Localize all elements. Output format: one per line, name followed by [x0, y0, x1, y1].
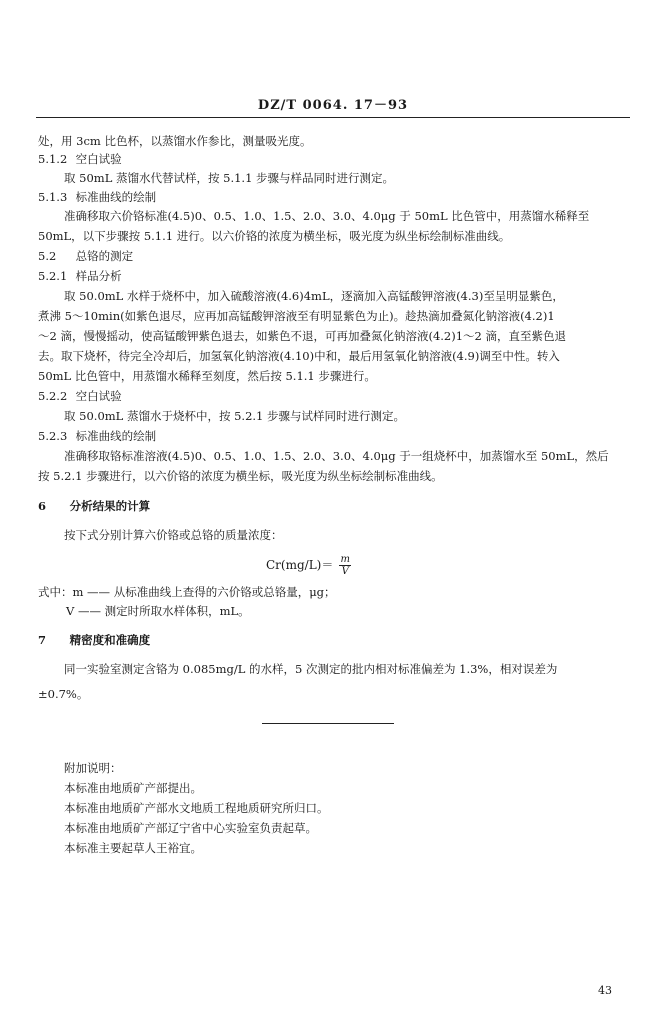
- standard-code-header: DZ/T 0064. 17－93: [257, 98, 409, 113]
- paragraph-line: 取 50.0mL 蒸馏水于烧杯中，按 5.2.1 步骤与试样同时进行测定。: [64, 409, 406, 423]
- section-title: 总铬的测定: [75, 249, 134, 263]
- section-title: 精密度和准确度: [69, 633, 151, 647]
- end-rule: [262, 723, 394, 724]
- paragraph-line: 同一实验室测定含铬为 0.085mg/L 的水样，5 次测定的批内相对标准偏差为 1.3%，相对误差为: [64, 662, 558, 676]
- formula-numerator: m: [340, 554, 350, 565]
- symbol-definition: 式中：m —— 从标准曲线上查得的六价铬或总铬量，μg；: [38, 585, 336, 599]
- section-title: 样品分析: [75, 269, 122, 283]
- note-item: 本标准由地质矿产部提出。: [64, 781, 202, 795]
- section-heading-5-1-2: [38, 151, 122, 167]
- paragraph-line: 准确移取六价铬标准(4.5)0、0.5、1.0、1.5、2.0、3.0、4.0μg 于 50mL 比色管中，用蒸馏水稀释至: [64, 209, 590, 223]
- section-title: 分析结果的计算: [69, 499, 151, 513]
- notes-title: 附加说明：: [64, 761, 122, 775]
- section-title: 标准曲线的绘制: [75, 190, 157, 204]
- section-number: 5.2: [38, 249, 57, 263]
- page-number: 43: [598, 984, 612, 997]
- note-item: 本标准由地质矿产部辽宁省中心实验室负责起草。: [64, 821, 317, 835]
- section-number: 5.2.3: [38, 429, 68, 443]
- note-item: 本标准主要起草人王裕宜。: [64, 841, 202, 855]
- paragraph-line: ±0.7%。: [38, 687, 89, 701]
- paragraph-line: 按下式分别计算六价铬或总铬的质量浓度：: [64, 528, 283, 542]
- header-rule: [36, 117, 630, 118]
- section-number: 6: [38, 499, 47, 513]
- section-heading-5-2-1: [38, 268, 122, 284]
- section-heading-5-1-3: [38, 189, 156, 205]
- symbol-definition: V —— 测定时所取水样体积，mL。: [66, 604, 250, 618]
- paragraph-line: 50mL 比色管中，用蒸馏水稀释至刻度，然后按 5.1.1 步骤进行。: [38, 369, 376, 383]
- paragraph-line: 取 50.0mL 水样于烧杯中，加入硫酸溶液(4.6)4mL，逐滴加入高锰酸钾溶液(4.3)至呈明显紫色，: [64, 289, 564, 303]
- section-title: 标准曲线的绘制: [75, 429, 157, 443]
- section-number: 7: [38, 633, 47, 647]
- paragraph-line: 50mL，以下步骤按 5.1.1 进行。以六价铬的浓度为横坐标，吸光度为纵坐标绘制标准曲线。: [38, 229, 511, 243]
- section-heading-5-2-3: [38, 428, 156, 444]
- section-number: 5.1.3: [38, 190, 68, 204]
- section-title: 空白试验: [75, 389, 122, 403]
- section-heading-6: [38, 498, 150, 514]
- paragraph-line: 处，用 3cm 比色杯，以蒸馏水作参比，测量吸光度。: [38, 134, 312, 148]
- formula-lhs: Cr(mg/L)＝: [266, 558, 334, 572]
- paragraph-line: 去。取下烧杯，待完全冷却后，加氢氧化钠溶液(4.10)中和，最后用氢氧化钠溶液(4.9)调至中性。转入: [38, 349, 560, 363]
- section-heading-5-2-2: [38, 388, 122, 404]
- section-title: 空白试验: [75, 152, 122, 166]
- section-heading-7: [38, 632, 150, 648]
- paragraph-line: 取 50mL 蒸馏水代替试样，按 5.1.1 步骤与样品同时进行测定。: [64, 171, 395, 185]
- formula-fraction: [339, 554, 351, 577]
- section-heading-5-2: [38, 248, 133, 264]
- section-number: 5.2.2: [38, 389, 68, 403]
- paragraph-line: ～2 滴，慢慢摇动，使高锰酸钾紫色退去，如紫色不退，可再加叠氮化钠溶液(4.2)1～2 滴，直至紫色退: [38, 329, 567, 343]
- section-number: 5.2.1: [38, 269, 68, 283]
- note-item: 本标准由地质矿产部水文地质工程地质研究所归口。: [64, 801, 329, 815]
- section-number: 5.1.2: [38, 152, 68, 166]
- concentration-formula: [266, 554, 351, 577]
- formula-denominator: V: [341, 566, 349, 577]
- paragraph-line: 按 5.2.1 步骤进行，以六价铬的浓度为横坐标，吸光度为纵坐标绘制标准曲线。: [38, 469, 443, 483]
- paragraph-line: 煮沸 5～10min(如紫色退尽，应再加高锰酸钾溶液至有明显紫色为止)。趁热滴加叠氮化钠溶液(4.2)1: [38, 309, 555, 323]
- paragraph-line: 准确移取铬标准溶液(4.5)0、0.5、1.0、1.5、2.0、3.0、4.0μg 于一组烧杯中，加蒸馏水至 50mL，然后: [64, 449, 609, 463]
